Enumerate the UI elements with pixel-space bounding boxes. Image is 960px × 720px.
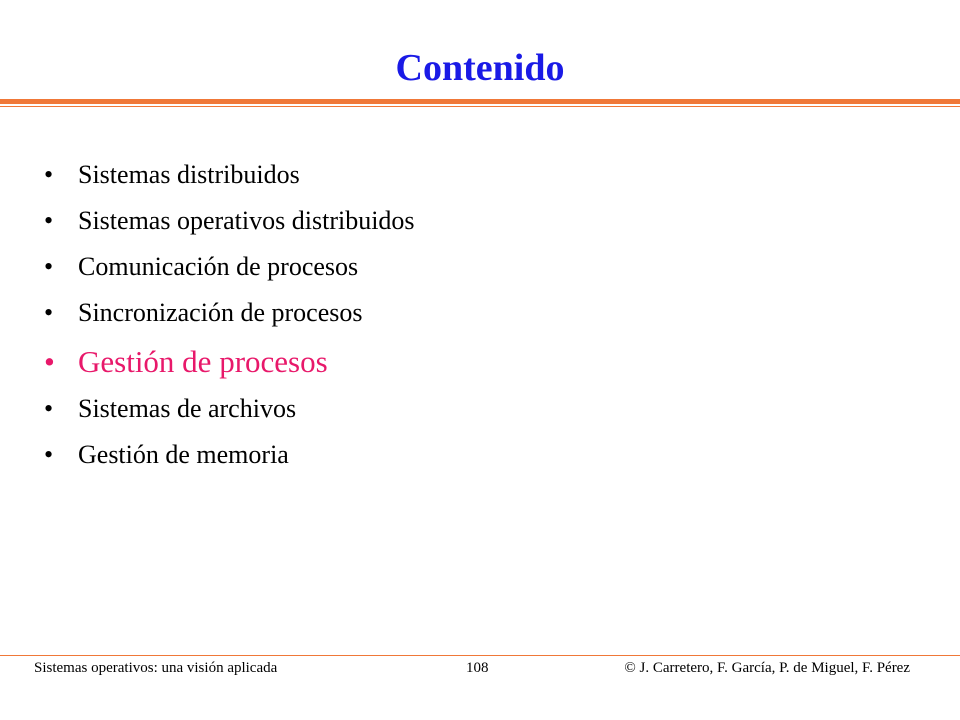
list-item-label: Sincronización de procesos (78, 298, 363, 327)
footer-book-title: Sistemas operativos: una visión aplicada (34, 660, 278, 676)
list-item-highlighted (44, 344, 415, 380)
content-list (44, 160, 415, 486)
footer-page-number: 108 (466, 660, 489, 676)
bullet-icon: • (44, 344, 55, 379)
title-divider-thin (0, 106, 960, 107)
list-item (44, 252, 415, 282)
title-divider (0, 99, 960, 104)
list-item-label: Sistemas de archivos (78, 394, 297, 423)
footer (0, 660, 960, 682)
footer-divider (0, 655, 960, 656)
list-item-label: Sistemas operativos distribuidos (78, 206, 415, 235)
list-item-label: Gestión de procesos (78, 344, 328, 379)
list-item-label: Gestión de memoria (78, 440, 289, 469)
bullet-icon: • (44, 160, 54, 189)
bullet-icon: • (44, 252, 54, 281)
list-item-label: Sistemas distribuidos (78, 160, 300, 189)
bullet-icon: • (44, 206, 54, 235)
list-item (44, 394, 415, 424)
list-item (44, 440, 415, 470)
slide-title: Contenido (395, 47, 565, 89)
bullet-icon: • (44, 440, 54, 469)
list-item-label: Comunicación de procesos (78, 252, 359, 281)
footer-copyright: © J. Carretero, F. García, P. de Miguel, F. Pérez (624, 660, 910, 676)
list-item (44, 298, 415, 328)
bullet-icon: • (44, 298, 54, 327)
list-item (44, 206, 415, 236)
list-item (44, 160, 415, 190)
bullet-icon: • (44, 394, 54, 423)
